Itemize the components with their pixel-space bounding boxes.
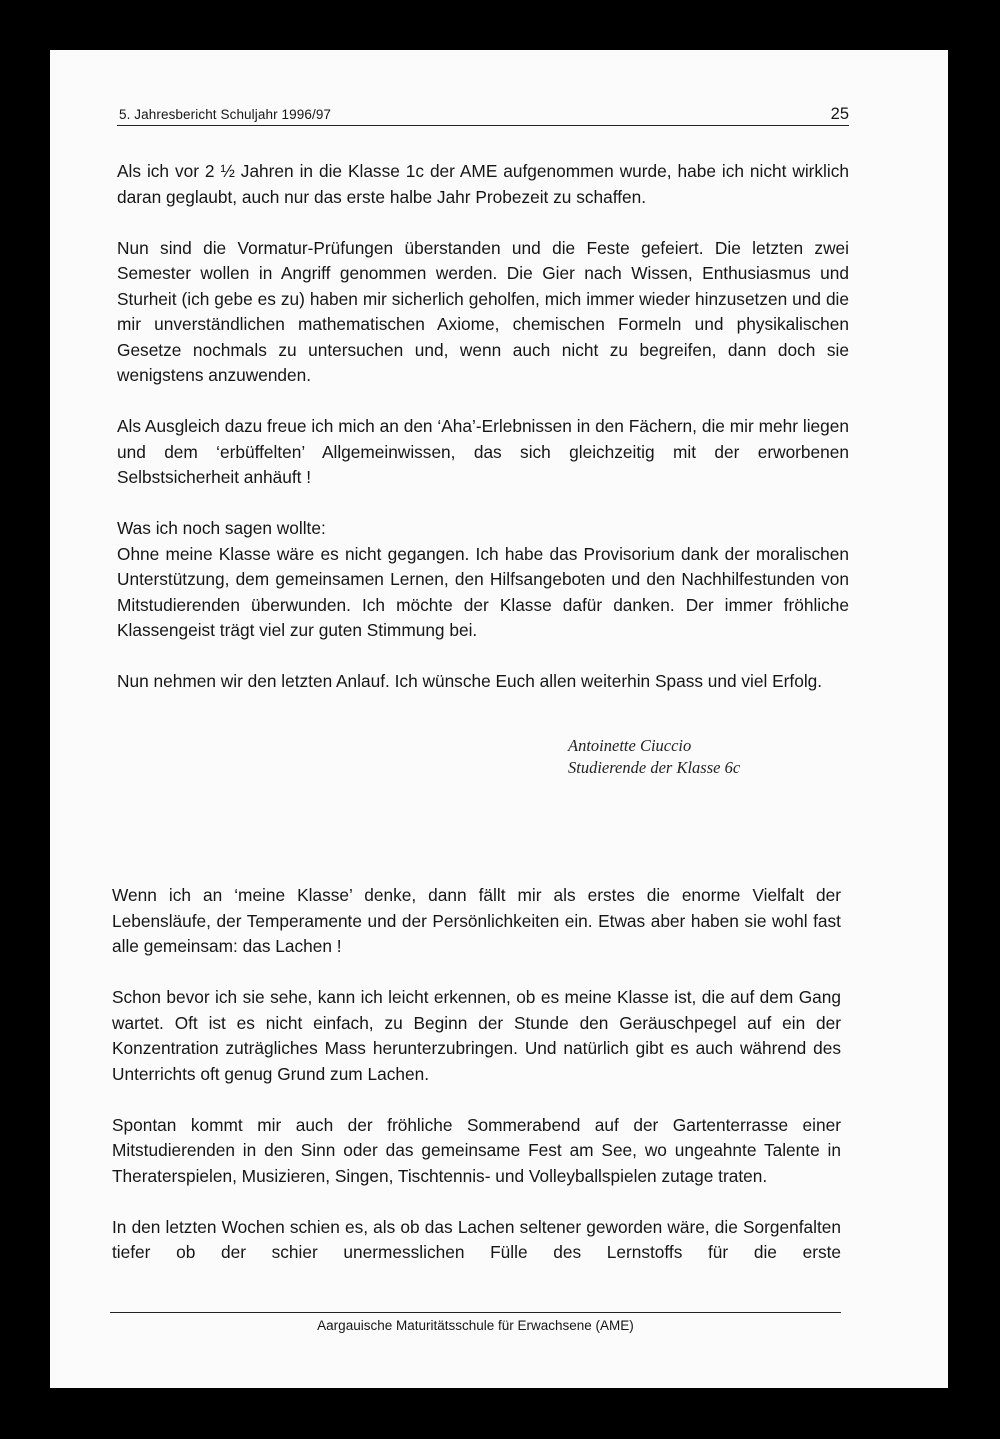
article-1-paragraph: Nun sind die Vormatur-Prüfungen überstanden und die Feste gefeiert. Die letzten zwei Semester wollen in Angriff genommen werden. Die Gier nach Wissen, Enthusiasmus und Sturheit (ich gebe es zu) haben mir sicherlich geholfen, mich immer wieder hinzusetzen und die mir unverständlichen mathematischen Axiome, chemischen Formeln und physikalischen Gesetze nochmals zu untersuchen und, wenn auch nicht zu begreifen, dann doch sie wenigstens anzuwenden. [117, 237, 849, 385]
article-2-paragraph: In den letzten Wochen schien es, als ob das Lachen seltener geworden wäre, die Sorgenfalten tiefer ob der schier unermesslichen Fülle des Lernstoffs für die erste [112, 1216, 841, 1262]
article-1-paragraph: Als Ausgleich dazu freue ich mich an den ‘Aha’-Erlebnissen in den Fächern, die mir mehr liegen und dem ‘erbüffelten’ Allgemeinwissen, das sich gleichzeitig mit der erworbenen Selbstsicherheit anhäuft ! [117, 416, 849, 487]
document-page [50, 50, 948, 1388]
footer-divider [110, 1312, 841, 1313]
page-header [117, 105, 849, 126]
closing-intro: Was ich noch sagen wollte: [117, 518, 326, 538]
closing-text: Ohne meine Klasse wäre es nicht gegangen. Ich habe das Provisorium dank der moralischen Unterstützung, dem gemeinsamen Lernen, den Hilfsangeboten und den Nachhilfestunden von Mitstudierenden überwunden. Ich möchte der Klasse dafür danken. Der immer fröhliche Klassengeist trägt viel zur guten Stimmung bei. [117, 543, 849, 640]
article-2-paragraph: Wenn ich an ‘meine Klasse’ denke, dann fällt mir als erstes die enorme Vielfalt der Lebensläufe, der Temperamente und der Persönlichkeiten ein. Etwas aber haben sie wohl fast alle gemeinsam: das Lachen ! [112, 885, 841, 956]
article-2 [112, 883, 841, 1291]
page-number: 25 [830, 105, 849, 123]
article-2-paragraph: Spontan kommt mir auch der fröhliche Sommerabend auf der Gartenterrasse einer Mitstudierenden in den Sinn oder das gemeinsame Fest am See, wo ungeahnte Talente in Theraterspielen, Musizieren, Singen, Tischtennis- und Volleyballspielen zutage traten. [112, 1114, 841, 1186]
article-1-closing [117, 516, 849, 644]
article-1 [117, 159, 849, 720]
footer-text: Aargauische Maturitätsschule für Erwachsene (AME) [317, 1318, 634, 1333]
header-title: 5. Jahresbericht Schuljahr 1996/97 [119, 107, 332, 122]
signature-block [568, 735, 740, 779]
article-1-paragraph: Als ich vor 2 ½ Jahren in die Klasse 1c der AME aufgenommen wurde, habe ich nicht wirklich daran geglaubt, auch nur das erste halbe Jahr Probezeit zu schaffen. [117, 161, 849, 207]
signature-name: Antoinette Ciuccio [568, 736, 692, 755]
article-2-paragraph: Schon bevor ich sie sehe, kann ich leicht erkennen, ob es meine Klasse ist, die auf dem Gang wartet. Oft ist es nicht einfach, zu Beginn der Stunde den Geräuschpegel auf ein der Konzentration zuträgliches Mass herunterzubringen. Und natürlich gibt es auch während des Unterrichts oft genug Grund zum Lachen. [112, 987, 841, 1084]
article-1-final-paragraph: Nun nehmen wir den letzten Anlauf. Ich wünsche Euch allen weiterhin Spass und viel Erfolg. [117, 671, 823, 691]
signature-role: Studierende der Klasse 6c [568, 758, 741, 777]
